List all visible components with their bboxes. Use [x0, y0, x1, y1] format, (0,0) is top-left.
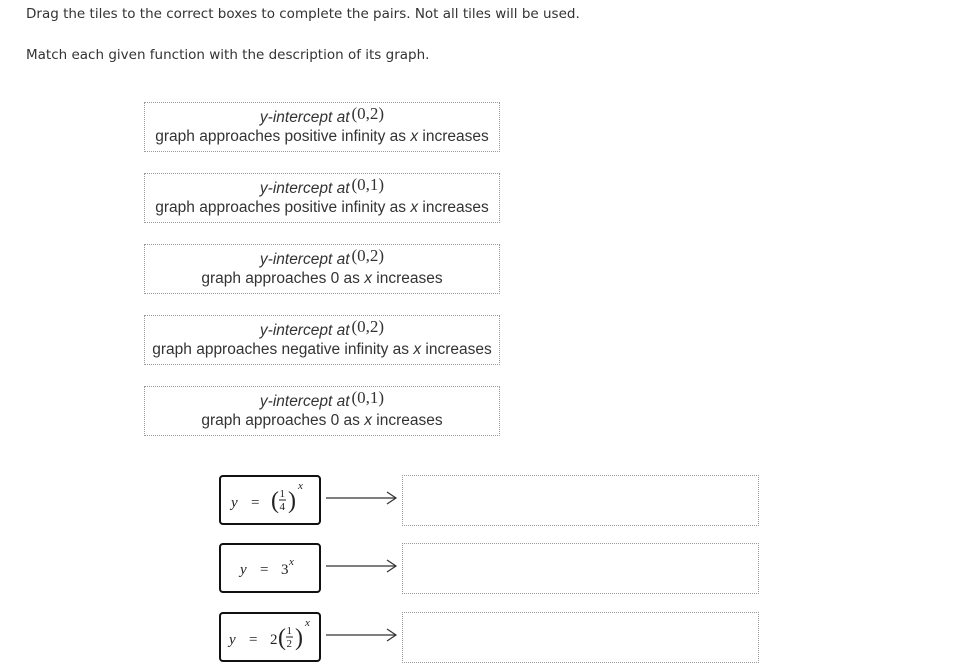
drop-target-box[interactable] [402, 543, 759, 594]
function-expression [221, 477, 319, 523]
function-box [219, 612, 321, 662]
svg-text:x: x [289, 556, 294, 568]
answer-tile[interactable] [144, 244, 500, 294]
svg-text:2: 2 [270, 632, 278, 648]
answer-tile[interactable] [144, 386, 500, 436]
svg-text:1: 1 [286, 625, 292, 637]
function-expression [221, 614, 319, 660]
tile-intercept-label: y-intercept at [259, 109, 350, 126]
svg-text:=: = [260, 562, 269, 578]
svg-text:): ) [288, 488, 296, 514]
function-box [219, 475, 321, 525]
svg-text:=: = [251, 495, 260, 511]
tile-behavior-text: graph approaches 0 as x increases [201, 270, 443, 287]
svg-text:y: y [231, 495, 238, 511]
tile-intercept-label: y-intercept at [259, 322, 350, 339]
tile-behavior-text: graph approaches negative infinity as x increases [152, 341, 492, 358]
tile-intercept-label: y-intercept at [259, 393, 350, 410]
svg-text:y: y [240, 562, 247, 578]
tile-behavior-text: graph approaches positive infinity as x increases [155, 199, 489, 216]
svg-text:=: = [249, 632, 258, 648]
answer-tile[interactable] [144, 173, 500, 223]
svg-text:1: 1 [279, 488, 285, 500]
function-box [219, 543, 321, 593]
svg-text:): ) [295, 625, 303, 651]
drop-target-box[interactable] [402, 612, 759, 663]
drop-target-box[interactable] [402, 475, 759, 526]
svg-text:y: y [229, 632, 236, 648]
tile-intercept-point: (0,2) [351, 317, 385, 336]
svg-text:(: ( [278, 625, 286, 651]
tile-intercept-label: y-intercept at [259, 180, 350, 197]
answer-tile[interactable] [144, 315, 500, 365]
svg-text:x: x [298, 480, 303, 492]
svg-text:(: ( [271, 488, 279, 514]
function-expression [221, 545, 319, 591]
tile-intercept-point: (0,1) [351, 175, 385, 194]
tile-intercept-point: (0,2) [351, 246, 385, 265]
svg-text:x: x [305, 617, 310, 629]
match-instruction: Match each given function with the description of its graph. [26, 47, 430, 63]
arrow-icon [326, 627, 398, 643]
drag-instruction: Drag the tiles to the correct boxes to complete the pairs. Not all tiles will be used. [26, 6, 580, 22]
arrow-icon [326, 490, 398, 506]
tile-behavior-text: graph approaches 0 as x increases [201, 412, 443, 429]
tile-intercept-point: (0,2) [351, 104, 385, 123]
svg-text:4: 4 [279, 501, 285, 513]
svg-text:2: 2 [286, 638, 292, 650]
answer-tile[interactable] [144, 102, 500, 152]
tile-intercept-point: (0,1) [351, 388, 385, 407]
arrow-icon [326, 558, 398, 574]
tile-intercept-label: y-intercept at [259, 251, 350, 268]
svg-text:3: 3 [281, 562, 289, 578]
tile-behavior-text: graph approaches positive infinity as x increases [155, 128, 489, 145]
